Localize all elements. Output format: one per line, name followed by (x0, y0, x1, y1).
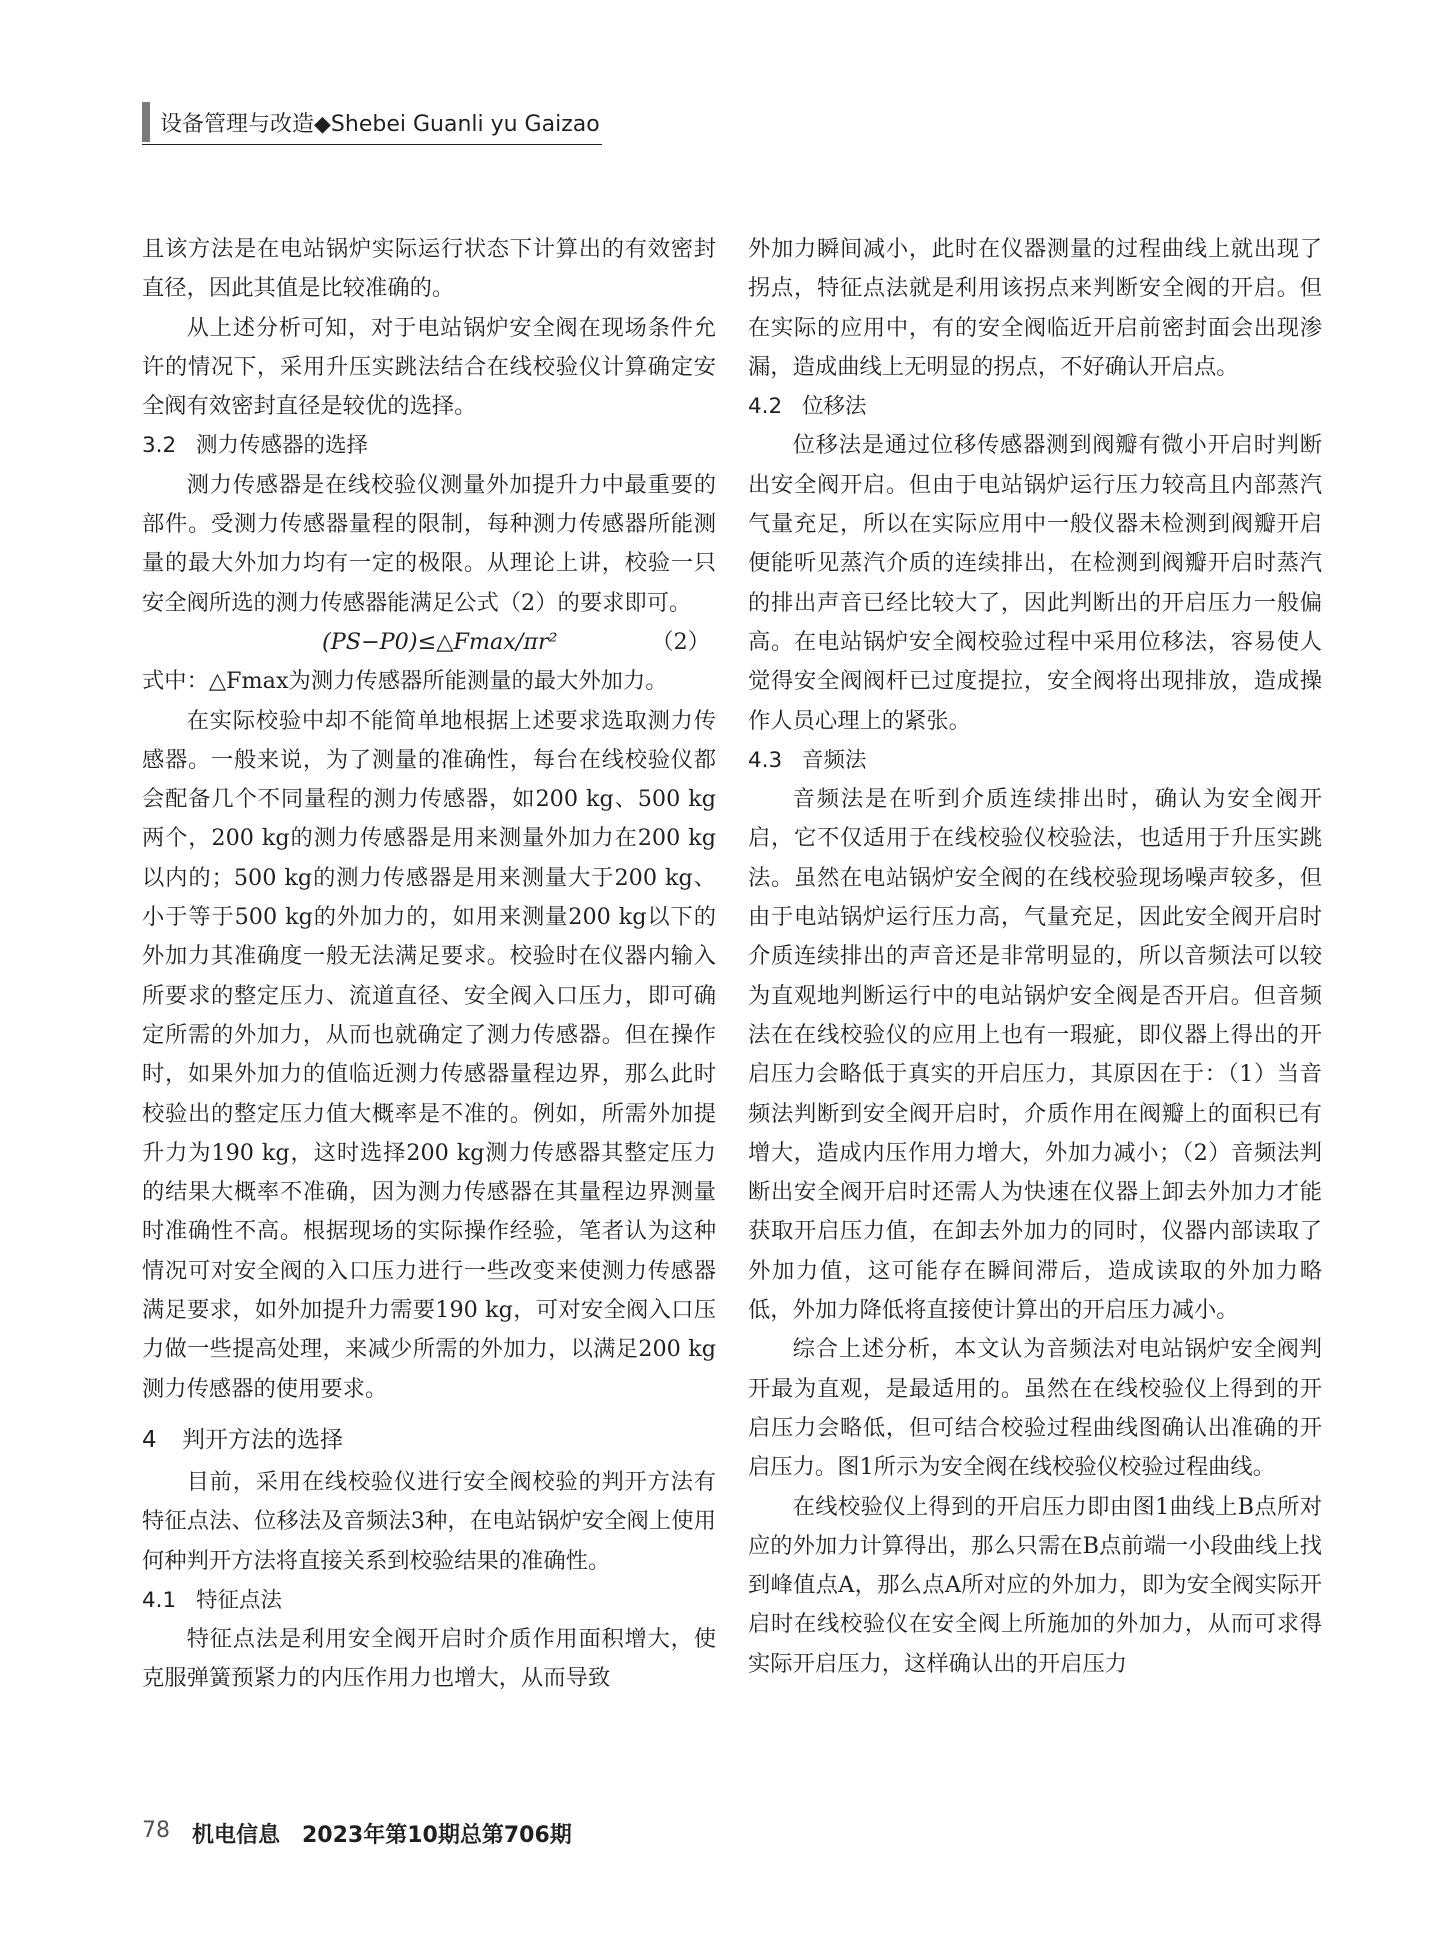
section-title: 判开方法的选择 (182, 1426, 343, 1453)
running-header (142, 100, 600, 144)
formula-expression: (PS−P0)≤△Fmax/πr² (322, 628, 558, 655)
section-number: 4.3 (748, 747, 783, 773)
page-footer (142, 1818, 572, 1849)
paragraph: 在实际校验中却不能简单地根据上述要求选取测力传感器。一般来说，为了测量的准确性，每台在线校验仪都会配备几个不同量程的测力传感器，如200 kg、500 kg两个，200 kg的测力传感器是用来测量外加力在200 kg以内的；500 kg的测力传感器是用来测量大于200 kg、小于等于500 kg的外加力的，如用来测量200 kg以下的外加力其准确度一般无法满足要求。校验时在仪器内输入所要求的整定压力、流道直径、安全阀入口压力，即可确定所需的外加力，从而也就确定了测力传感器。但在操作时，如果外加力的值临近测力传感器量程边界，那么此时校验出的整定压力值大概率是不准的。例如，所需外加提升力为190 kg，这时选择200 kg测力传感器其整定压力的结果大概率不准确，因为测力传感器在其量程边界测量时准确性不高。根据现场的实际操作经验，笔者认为这种情况可对安全阀的入口压力进行一些改变来使测力传感器满足要求，如外加提升力需要190 kg，可对安全阀入口压力做一些提高处理，来减少所需的外加力，以满足200 kg测力传感器的使用要求。 (142, 707, 716, 1402)
paragraph: 且该方法是在电站锅炉实际运行状态下计算出的有效密封直径，因此其值是比较准确的。 (142, 236, 716, 302)
formula-where: 式中：△Fmax为测力传感器所能测量的最大外加力。 (142, 668, 668, 695)
paragraph: 在线校验仪上得到的开启压力即由图1曲线上B点所对应的外加力计算得出，那么只需在B点前端一小段曲线上找到峰值点A，那么点A所对应的外加力，即为安全阀实际开启时在线校验仪在安全阀上所施加的外加力，从而可求得实际开启压力，这样确认出的开启压力 (748, 1493, 1322, 1677)
right-column (748, 230, 1322, 1684)
formula (142, 623, 716, 662)
section-title: 音频法 (802, 747, 867, 773)
journal-info: 机电信息 2023年第10期总第706期 (192, 1823, 572, 1848)
paragraph: 音频法是在听到介质连续排出时，确认为安全阀开启，它不仅适用于在线校验仪校验法，也适用于升压实跳法。虽然在电站锅炉安全阀的在线校验现场噪声较多，但由于电站锅炉运行压力高，气量充足，因此安全阀开启时介质连续排出的声音还是非常明显的，所以音频法可以较为直观地判断运行中的电站锅炉安全阀是否开启。但音频法在在线校验仪的应用上也有一瑕疵，即仪器上得出的开启压力会略低于真实的开启压力，其原因在于：（1）当音频法判断到安全阀开启时，介质作用在阀瓣上的面积已有增大，造成内压作用力增大，外加力减小；（2）音频法判断出安全阀开启时还需人为快速在仪器上卸去外加力才能获取开启压力值，在卸去外加力的同时，仪器内部读取了外加力值，这可能存在瞬间滞后，造成读取的外加力略低，外加力降低将直接使计算出的开启压力减小。 (748, 786, 1322, 1324)
paragraph: 位移法是通过位移传感器测到阀瓣有微小开启时判断出安全阀开启。但由于电站锅炉运行压力较高且内部蒸汽气量充足，所以在实际应用中一般仪器未检测到阀瓣开启便能听见蒸汽介质的连续排出，在检测到阀瓣开启时蒸汽的排出声音已经比较大了，因此判断出的开启压力一般偏高。在电站锅炉安全阀校验过程中采用位移法，容易使人觉得安全阀阀杆已过度提拉，安全阀将出现排放，造成操作人员心理上的紧张。 (748, 432, 1322, 734)
section-number: 4.2 (748, 394, 783, 420)
section-heading-3-2 (142, 426, 716, 465)
header-bar (142, 102, 150, 142)
section-title: 特征点法 (196, 1587, 283, 1613)
left-column (142, 230, 716, 1699)
paragraph: 目前，采用在线校验仪进行安全阀校验的判开方法有特征点法、位移法及音频法3种，在电站锅炉安全阀上使用何种判开方法将直接关系到校验结果的准确性。 (142, 1468, 716, 1574)
paragraph: 综合上述分析，本文认为音频法对电站锅炉安全阀判开最为直观，是最适用的。虽然在在线校验仪上得到的开启压力会略低，但可结合校验过程曲线图确认出准确的开启压力。图1所示为安全阀在线校验仪校验过程曲线。 (748, 1336, 1322, 1481)
section-heading-4-2 (748, 387, 1322, 426)
paragraph: 测力传感器是在线校验仪测量外加提升力中最重要的部件。受测力传感器量程的限制，每种测力传感器所能测量的最大外加力均有一定的极限。从理论上讲，校验一只安全阀所选的测力传感器能满足公式（2）的要求即可。 (142, 471, 716, 616)
section-heading-4 (142, 1417, 716, 1463)
paragraph: 特征点法是利用安全阀开启时介质作用面积增大，使克服弹簧预紧力的内压作用力也增大，从而导致 (142, 1626, 716, 1692)
section-heading-4-1 (142, 1581, 716, 1620)
section-title: 位移法 (802, 394, 867, 420)
section-number: 4.1 (142, 1587, 177, 1613)
header-text: 设备管理与改造◆Shebei Guanli yu Gaizao (160, 111, 600, 137)
paragraph: 从上述分析可知，对于电站锅炉安全阀在现场条件允许的情况下，采用升压实跳法结合在线校验仪计算确定安全阀有效密封直径是较优的选择。 (142, 314, 716, 420)
section-number: 3.2 (142, 433, 177, 459)
section-heading-4-3 (748, 741, 1322, 780)
page-number: 78 (142, 1818, 170, 1843)
paragraph: 外加力瞬间减小，此时在仪器测量的过程曲线上就出现了拐点，特征点法就是利用该拐点来判断安全阀的开启。但在实际的应用中，有的安全阀临近开启前密封面会出现渗漏，造成曲线上无明显的拐点，不好确认开启点。 (748, 236, 1322, 380)
section-title: 测力传感器的选择 (196, 433, 369, 459)
header-rule (142, 144, 602, 145)
section-number: 4 (142, 1426, 157, 1453)
formula-number: （2） (651, 628, 710, 655)
